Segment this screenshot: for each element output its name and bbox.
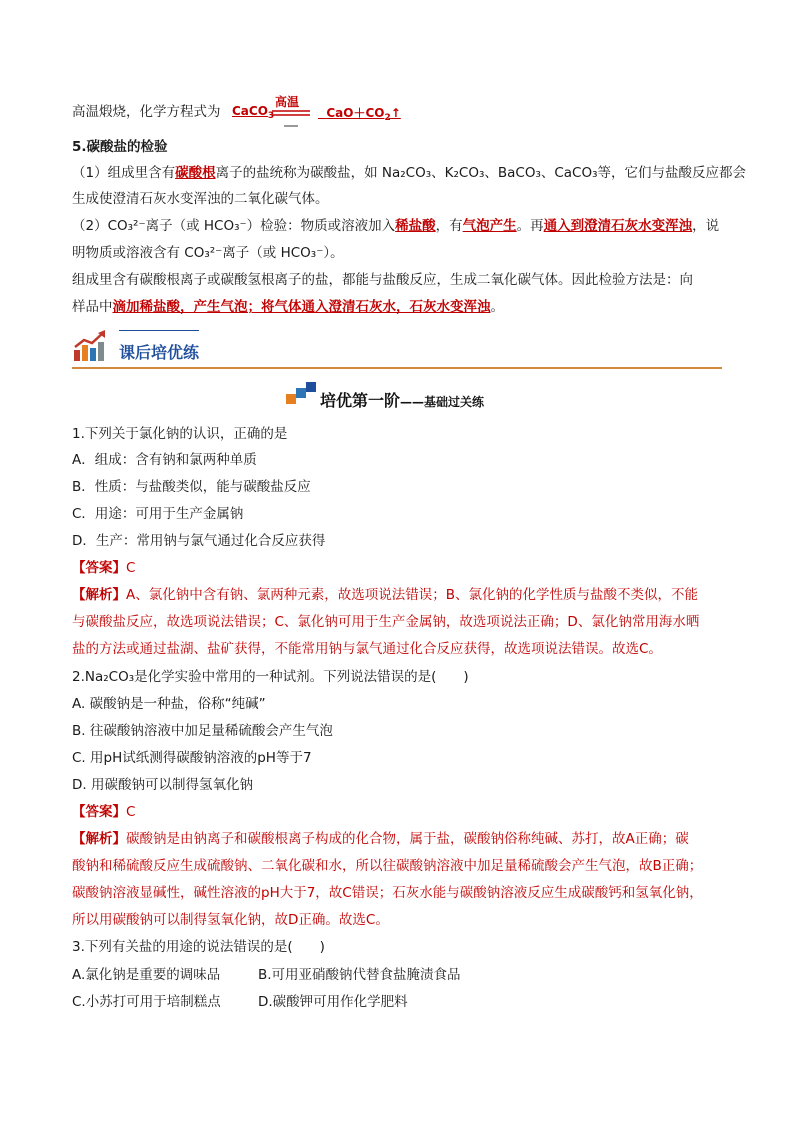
q2-answer: 【答案】C <box>72 804 136 820</box>
paragraph-1-line-2: 生成使澄清石灰水变浑浊的二氧化碳气体。 <box>72 191 329 207</box>
q3-option-a: A.氯化钠是重要的调味品 <box>72 967 221 983</box>
equation-condition: 高温 <box>275 95 300 109</box>
q1-option-c: C．用途：可用于生产金属钠 <box>72 506 244 522</box>
q1-explanation-1: 【解析】A、氯化钠中含有钠、氯两种元素，故选项说法错误；B、氯化钠的化学性质与盐酸不类似，不能 <box>72 587 698 603</box>
paragraph-3-line-2: 样品中滴加稀盐酸，产生气泡；将气体通入澄清石灰水，石灰水变浑浊。 <box>72 299 504 315</box>
q2-explanation-2: 酸钠和稀硫酸反应生成硫酸钠、二氧化碳和水，所以往碳酸钠溶液中加足量稀硫酸会产生气泡，故B正确； <box>72 858 703 874</box>
paragraph-3-line-1: 组成里含有碳酸根离子或碳酸氢根离子的盐，都能与盐酸反应，生成二氧化碳气体。因此检验方法是：向 <box>72 272 693 288</box>
equation-left: CaCO$_3$ <box>232 104 275 121</box>
header-thin-rule <box>119 330 199 331</box>
stairs-icon <box>285 380 319 406</box>
q3-option-d: D.碳酸钾可用作化学肥料 <box>258 994 408 1010</box>
q1-option-d: D．生产：常用钠与氯气通过化合反应获得 <box>72 533 326 549</box>
page-section-title: 课后培优练 <box>119 343 200 362</box>
paragraph-1-line-1: （1）组成里含有碳酸根离子的盐统称为碳酸盐，如 Na₂CO₃、K₂CO₃、BaCO₃、CaCO₃等，它们与盐酸反应都会 <box>72 165 747 181</box>
q2-explanation-3: 碳酸钠溶液显碱性，碱性溶液的pH大于7，故C错误；石灰水能与碳酸钠溶液反应生成碳酸钙和氢氧化钠， <box>72 885 703 901</box>
q1-option-b: B．性质：与盐酸类似，能与碳酸盐反应 <box>72 479 311 495</box>
q1-explanation-2: 与碳酸盐反应，故选项说法错误；C、氯化钠可用于生产金属钠，故选项说法正确；D、氯化钠常用海水晒 <box>72 614 700 630</box>
q2-stem: 2.Na₂CO₃是化学实验中常用的一种试剂。下列说法错误的是( ) <box>72 669 469 685</box>
q2-option-d: D. 用碳酸钠可以制得氢氧化钠 <box>72 777 253 793</box>
chart-growth-icon <box>72 330 108 362</box>
q2-explanation-4: 所以用碳酸钠可以制得氢氧化钠，故D正确。故选C。 <box>72 912 389 928</box>
q3-stem: 3.下列有关盐的用途的说法错误的是( ) <box>72 939 325 955</box>
equation-intro: 高温煅烧，化学方程式为 <box>72 104 221 120</box>
q1-answer: 【答案】C <box>72 560 136 576</box>
header-rule <box>72 367 722 369</box>
q2-option-c: C. 用pH试纸测得碳酸钠溶液的pH等于7 <box>72 750 312 766</box>
paragraph-2-line-1: （2）CO₃²⁻离子（或 HCO₃⁻）检验：物质或溶液加入稀盐酸，有气泡产生。再通入到澄清石灰水变浑浊，说 <box>72 218 720 234</box>
q2-option-b: B. 往碳酸钠溶液中加足量稀硫酸会产生气泡 <box>72 723 333 739</box>
q2-explanation-1: 【解析】碳酸钠是由钠离子和碳酸根离子构成的化合物，属于盐，碳酸钠俗称纯碱、苏打，故A正确；碳 <box>72 831 689 847</box>
subsection-title: 培优第一阶——基础过关练 <box>320 391 485 410</box>
equation-right: $CaO+CO_2↑$ <box>326 106 401 123</box>
equation-line <box>72 102 221 122</box>
equation-equals-icon <box>270 108 312 130</box>
q1-stem: 1.下列关于氯化钠的认识，正确的是 <box>72 426 288 442</box>
section-5-title: 5.碳酸盐的检验 <box>72 139 168 155</box>
q3-option-c: C.小苏打可用于培制糕点 <box>72 994 221 1010</box>
q2-option-a: A. 碳酸钠是一种盐，俗称“纯碱” <box>72 696 266 712</box>
q1-explanation-3: 盐的方法或通过盐湖、盐矿获得，不能常用钠与氯气通过化合反应获得，故选项说法错误。故选C。 <box>72 641 662 657</box>
paragraph-2-line-2: 明物质或溶液含有 CO₃²⁻离子（或 HCO₃⁻）。 <box>72 245 344 261</box>
q3-option-b: B.可用亚硝酸钠代替食盐腌渍食品 <box>258 967 461 983</box>
q1-option-a: A．组成：含有钠和氯两种单质 <box>72 452 257 468</box>
